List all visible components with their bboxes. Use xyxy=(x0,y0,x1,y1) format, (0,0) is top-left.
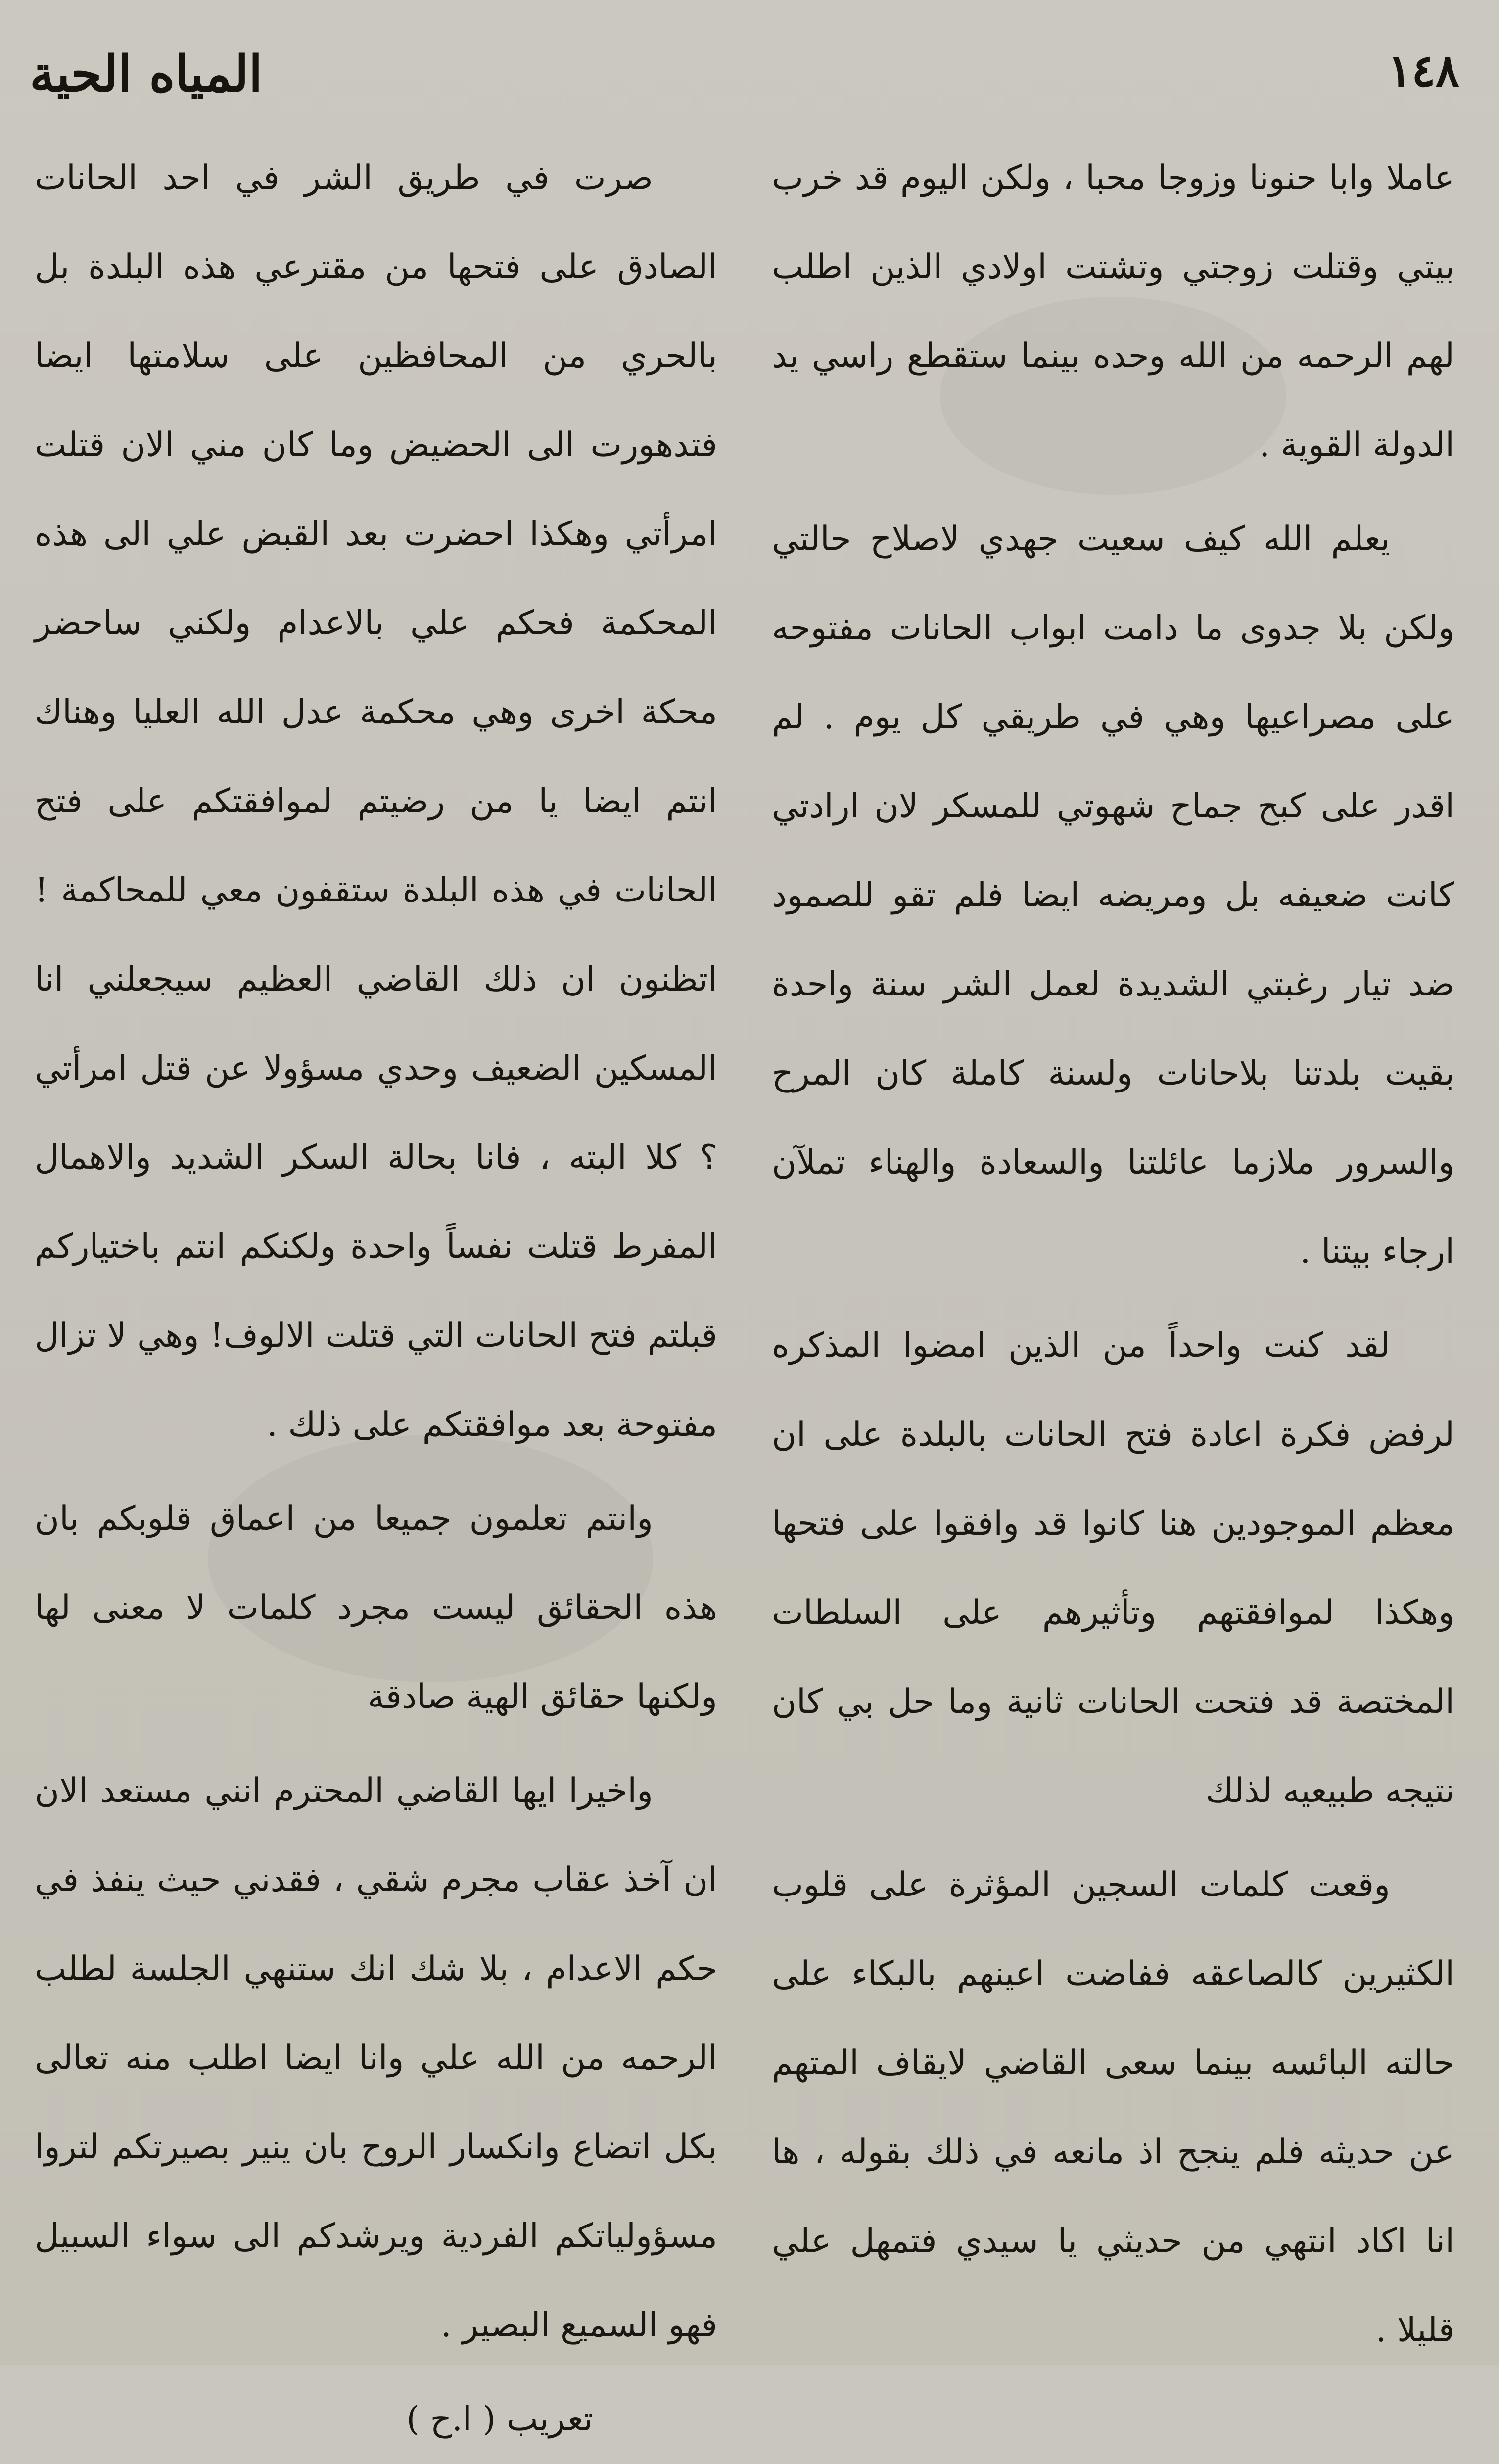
right-column xyxy=(772,134,1454,2350)
paragraph: وقعت كلمات السجين المؤثرة على قلوب الكثيرين كالصاعقه ففاضت اعينهم بالبكاء على حالته البائسه بينما سعى القاضي لايقاف المتهم عن حديثه فلم ينجح اذ مانعه في ذلك بقوله ، ها انا اكاد انتهي من حديثي يا سيدي فتمهل علي قليلا . xyxy=(772,1865,1454,2350)
paragraph: لقد كنت واحداً من الذين امضوا المذكره لرفض فكرة اعادة فتح الحانات بالبلدة على ان معظم الموجودين هنا كانوا قد وافقوا على فتحها وهكذا لموافقتهم وتأثيرهم على السلطات المختصة قد فتحت الحانات ثانية وما حل بي كان نتيجه طبيعيه لذلك xyxy=(772,1326,1454,1810)
running-title: المياه الحية xyxy=(30,45,263,103)
paragraph: صرت في طريق الشر في احد الحانات الصادق على فتحها من مقترعي هذه البلدة بل بالحري من المحافظين على سلامتها ايضا فتدهورت الى الحضيض وما كان مني الان قتلت امرأتي وهكذا احضرت بعد القبض علي الى هذه المحكمة فحكم علي بالاعدام ولكني ساحضر محكة اخرى وهي محكمة عدل الله العليا وهناك انتم ايضا يا من رضيتم لموافقتكم على فتح الحانات في هذه البلدة ستقفون معي للمحاكمة ! اتظنون ان ذلك القاضي العظيم سيجعلني انا المسكين الضعيف وحدي مسؤولا عن قتل امرأتي ؟ كلا البته ، فانا بحالة السكر الشديد والاهمال المفرط قتلت نفساً واحدة ولكنكم انتم باختياركم قبلتم فتح الحانات التي قتلت الالوف! وهي لا تزال مفتوحة بعد موافقتكم على ذلك . xyxy=(35,158,717,1444)
paragraph: يعلم الله كيف سعيت جهدي لاصلاح حالتي ولكن بلا جدوى ما دامت ابواب الحانات مفتوحه على مصراعيها وهي في طريقي كل يوم . لم اقدر على كبح جماح شهوتي للمسكر لان ارادتي كانت ضعيفه بل ومريضه ايضا فلم تقو للصمود ضد تيار رغبتي الشديدة لعمل الشر سنة واحدة بقيت بلدتنا بلاحانات ولسنة كاملة كان المرح والسرور ملازما عائلتنا والسعادة والهناء تملآن ارجاء بيتنا . xyxy=(772,520,1454,1271)
paragraph: واخيرا ايها القاضي المحترم انني مستعد الان ان آخذ عقاب مجرم شقي ، فقدني حيث ينفذ في حكم الاعدام ، بلا شك انك ستنهي الجلسة لطلب الرحمه من الله علي وانا ايضا اطلب منه تعالى بكل اتضاع وانكسار الروح بان ينير بصيرتكم لتروا مسؤولياتكم الفردية ويرشدكم الى سواء السبيل فهو السميع البصير . xyxy=(35,1771,717,2345)
translator-signature: تعريب ( ا.ح ) xyxy=(406,2400,593,2439)
paragraph: عاملا وابا حنونا وزوجا محبا ، ولكن اليوم قد خرب بيتي وقتلت زوجتي وتشتت اولادي الذين اطلب لهم الرحمه من الله وحده بينما ستقطع راسي يد الدولة القوية . xyxy=(772,158,1454,465)
paragraph: وانتم تعلمون جميعا من اعماق قلوبكم بان هذه الحقائق ليست مجرد كلمات لا معنى لها ولكنها حقائق الهية صادقة xyxy=(35,1499,717,1716)
left-column xyxy=(35,134,717,2439)
page-number: ١٤٨ xyxy=(1387,45,1459,97)
